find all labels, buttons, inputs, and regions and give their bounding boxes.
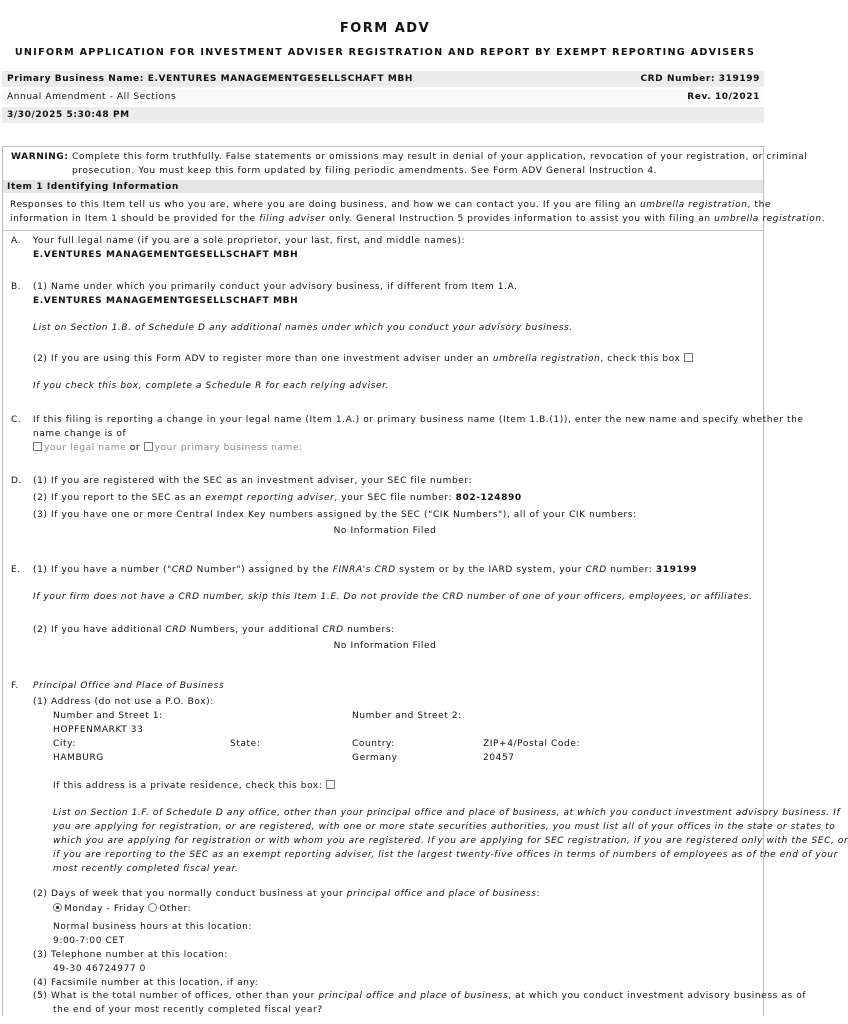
days-options: Monday - Friday Other: [53, 903, 191, 914]
item-b1-note: List on Section 1.B. of Schedule D any additional names under which you conduct your advisory business. [33, 323, 573, 333]
address-question: (1) Address (do not use a P.O. Box): [33, 697, 214, 707]
crd-number: CRD Number: 319199 [640, 74, 760, 84]
item-f-label: F. [11, 681, 19, 691]
street2-label: Number and Street 2: [352, 711, 462, 721]
warning-line-1: Complete this form truthfully. False statements or omissions may result in denial of your application, revocation of your registration, or criminal [72, 152, 808, 162]
item-d3-question: (3) If you have one or more Central Index Key numbers assigned by the SEC ("CIK Numbers"), all of your CIK numbers: [33, 510, 637, 520]
item1-intro-line-1: Responses to this Item tell us who you are, where you are doing business, and how we can contact you. If you are filing an umbrella registration, the [10, 200, 772, 210]
private-residence-question: If this address is a private residence, check this box: [53, 780, 337, 791]
days-question: (2) Days of week that you normally conduct business at your principal office and place of business: [33, 889, 541, 899]
business-name-change-checkbox[interactable] [144, 442, 153, 451]
form-title: FORM ADV [339, 21, 431, 36]
item-d1-question: (1) If you are registered with the SEC as an investment adviser, your SEC file number: [33, 476, 473, 486]
warning-label: WARNING: [11, 152, 69, 162]
offices-question-1: (5) What is the total number of offices, other than your principal office and place of business, at which you conduct investment advisory business as of [33, 991, 807, 1001]
umbrella-registration-checkbox[interactable] [684, 353, 693, 362]
item-c-question-1: If this filing is reporting a change in your legal name (Item 1.A.) or primary business name (Item 1.B.(1)), enter the new name and specify whether the [33, 415, 804, 425]
item1-header: Item 1 Identifying Information [7, 182, 179, 192]
item-f-heading: Principal Office and Place of Business [33, 681, 225, 691]
item-a-question: Your full legal name (if you are a sole proprietor, your last, first, and middle names): [33, 236, 466, 246]
revision: Rev. 10/2021 [687, 92, 760, 102]
item-b-label: B. [11, 282, 22, 292]
primary-business-name: Primary Business Name: E.VENTURES MANAGEMENTGESELLSCHAFT MBH [7, 74, 413, 84]
crd-number-value: 319199 [655, 565, 698, 575]
hours-label: Normal business hours at this location: [53, 922, 253, 932]
item-c-label: C. [11, 415, 22, 425]
form-body-box [2, 146, 764, 1016]
zip-label: ZIP+4/Postal Code: [483, 739, 581, 749]
monday-friday-radio[interactable] [53, 903, 62, 912]
street1-value: HOPFENMARKT 33 [53, 725, 144, 735]
fax-label: (4) Facsimile number at this location, if any: [33, 978, 259, 988]
warning-line-2: prosecution. You must keep this form updated by filing periodic amendments. See Form ADV General Instruction 4. [72, 166, 658, 176]
form-subtitle: UNIFORM APPLICATION FOR INVESTMENT ADVISER REGISTRATION AND REPORT BY EXEMPT REPORTING ADVISERS [14, 47, 756, 58]
additional-crd-value: No Information Filed [333, 641, 437, 651]
item-e-note: If your firm does not have a CRD number, skip this Item 1.E. Do not provide the CRD number of one of your officers, employees, or affiliates. [33, 592, 753, 602]
private-residence-checkbox[interactable] [326, 780, 335, 789]
item-e2-question: (2) If you have additional CRD Numbers, your additional CRD numbers: [33, 625, 395, 635]
legal-name-value: E.VENTURES MANAGEMENTGESELLSCHAFT MBH [33, 250, 299, 260]
phone-label: (3) Telephone number at this location: [33, 950, 228, 960]
cik-numbers-value: No Information Filed [333, 526, 437, 536]
item-e-label: E. [11, 565, 21, 575]
office-note-line-2: you are applying for registration, or are registered, with one or more state securities authorities, you must list all of your offices in the state or states to [53, 822, 836, 832]
item-a-label: A. [11, 236, 22, 246]
office-note-line-3: which you are applying for registration or with whom you are registered. If you are applying for SEC registration, if you are registered only with the SEC, or [53, 836, 848, 846]
business-name-value: E.VENTURES MANAGEMENTGESELLSCHAFT MBH [33, 296, 299, 306]
other-days-radio[interactable] [148, 903, 157, 912]
state-label: State: [230, 739, 261, 749]
amendment-type: Annual Amendment - All Sections [7, 92, 177, 102]
item1-intro-line-2: information in Item 1 should be provided for the filing adviser only. General Instruction 5 provides information to assist you with filing an umbrella registration. [10, 214, 826, 224]
country-value: Germany [352, 753, 398, 763]
office-note-line-5: most recently completed fiscal year. [53, 864, 239, 874]
sec-file-number: 802-124890 [455, 493, 522, 503]
phone-value: 49-30 46724977 0 [53, 964, 147, 974]
hours-value: 9:00-7:00 CET [53, 936, 125, 946]
legal-name-change-checkbox[interactable] [33, 442, 42, 451]
country-label: Country: [352, 739, 395, 749]
office-note-line-1: List on Section 1.F. of Schedule D any office, other than your principal office and place of business, at which you conduct investment advisory business. If [53, 808, 841, 818]
office-note-line-4: if you are reporting to the SEC as an exempt reporting adviser, list the largest twenty-five offices in terms of numbers of employees as of the end of your [53, 850, 838, 860]
item-b2-note: If you check this box, complete a Schedule R for each relying adviser. [33, 381, 390, 391]
city-label: City: [53, 739, 77, 749]
zip-value: 20457 [483, 753, 515, 763]
item-c-options: your legal name or your primary business name: [33, 442, 303, 453]
item-e1-question: (1) If you have a number ("CRD Number") assigned by the FINRA's CRD system or by the IARD system, your CRD number: 319199 [33, 565, 698, 575]
timestamp: 3/30/2025 5:30:48 PM [7, 110, 130, 120]
item-d2-question: (2) If you report to the SEC as an exempt reporting adviser, your SEC file number: 802-124890 [33, 493, 522, 503]
item-b1-question: (1) Name under which you primarily conduct your advisory business, if different from Item 1.A. [33, 282, 518, 292]
divider [3, 230, 763, 231]
item-d-label: D. [11, 476, 22, 486]
street1-label: Number and Street 1: [53, 711, 163, 721]
city-value: HAMBURG [53, 753, 104, 763]
item-c-question-2: name change is of [33, 429, 127, 439]
item-b2-question: (2) If you are using this Form ADV to register more than one investment adviser under an umbrella registration, check this box [33, 353, 695, 364]
offices-question-2: the end of your most recently completed fiscal year? [53, 1005, 323, 1015]
